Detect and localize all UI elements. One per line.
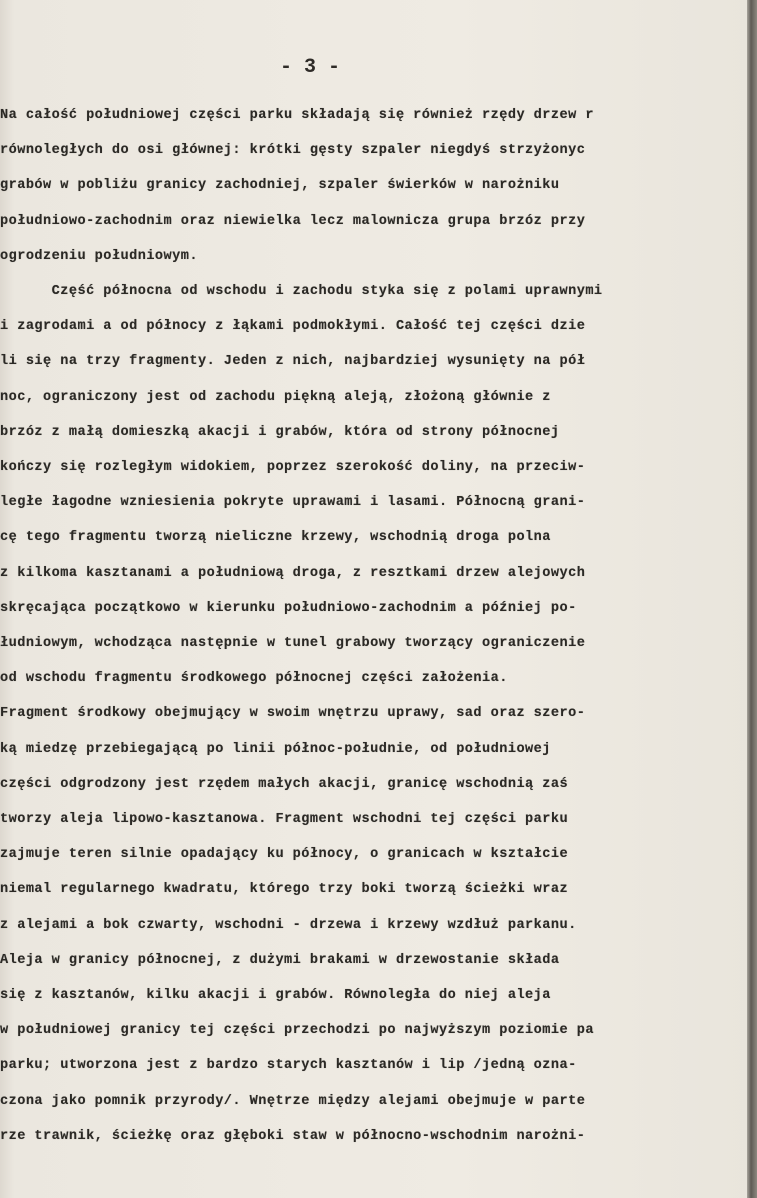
text-line: Część północna od wschodu i zachodu styka się z polami uprawnymi [0,284,603,299]
text-line: części odgrodzony jest rzędem małych akacji, granicę wschodnią zaś [0,776,569,792]
text-line: Na całość południowej części parku składają się również rzędy drzew r [0,108,594,123]
text-line: noc, ograniczony jest od zachodu piękną aleją, złożoną głównie z [0,389,551,405]
text-line: ką miedzę przebiegającą po linii północ-południe, od południowej [0,741,551,757]
text-line: parku; utworzona jest z bardzo starych kasztanów i lip /jedną ozna- [0,1058,577,1074]
text-line: tworzy aleja lipowo-kasztanowa. Fragment wschodni tej części parku [0,812,569,827]
text-line: w południowej granicy tej części przechodzi po najwyższym poziomie pa [0,1023,594,1039]
text-line: rze trawnik, ścieżkę oraz głęboki staw w północno-wschodnim narożni- [0,1128,586,1144]
text-line: z kilkoma kasztanami a południową droga, z resztkami drzew alejowych [0,565,586,581]
text-line: od wschodu fragmentu środkowego północnej części założenia. [0,671,508,687]
text-line: brzóz z małą domieszką akacji i grabów, która od strony północnej [0,424,560,440]
text-line: skręcająca początkowo w kierunku południowo-zachodnim a później po- [0,600,577,616]
text-line: kończy się rozległym widokiem, poprzez szerokość doliny, na przeciw- [0,460,586,475]
text-line: niemal regularnego kwadratu, którego trzy boki tworzą ścieżki wraz [0,882,569,898]
text-line: cę tego fragmentu tworzą nieliczne krzewy, wschodnią droga polna [0,530,551,546]
page-number: - 3 - [279,56,340,79]
text-line: z alejami a bok czwarty, wschodni - drzewa i krzewy wzdłuż parkanu. [0,917,577,933]
text-line: południowo-zachodnim oraz niewielka lecz malownicza grupa brzóz przy [0,213,586,229]
text-line: Aleja w granicy północnej, z dużymi brakami w drzewostanie składa [0,952,560,968]
text-line: się z kasztanów, kilku akacji i grabów. Równoległa do niej aleja [0,988,551,1003]
text-line: czona jako pomnik przyrody/. Wnętrze między alejami obejmuje w parte [0,1093,586,1109]
text-line: grabów w pobliżu granicy zachodniej, szpaler świerków w narożniku [0,178,560,194]
text-line: łudniowym, wchodząca następnie w tunel grabowy tworzący ograniczenie [0,636,586,651]
text-line: ległe łagodne wzniesienia pokryte uprawami i lasami. Północną grani- [0,495,586,511]
text-line: równoległych do osi głównej: krótki gęsty szpaler niegdyś strzyżonyc [0,143,586,159]
text-line: zajmuje teren silnie opadający ku północy, o granicach w kształcie [0,847,569,863]
text-line: i zagrodami a od północy z łąkami podmokłymi. Całość tej części dzie [0,319,586,335]
binding-shadow [747,0,757,1198]
text-line: ogrodzeniu południowym. [0,248,198,264]
text-line: Fragment środkowy obejmujący w swoim wnętrzu uprawy, sad oraz szero- [0,706,586,722]
text-line: li się na trzy fragmenty. Jeden z nich, najbardziej wysunięty na pół [0,354,586,370]
